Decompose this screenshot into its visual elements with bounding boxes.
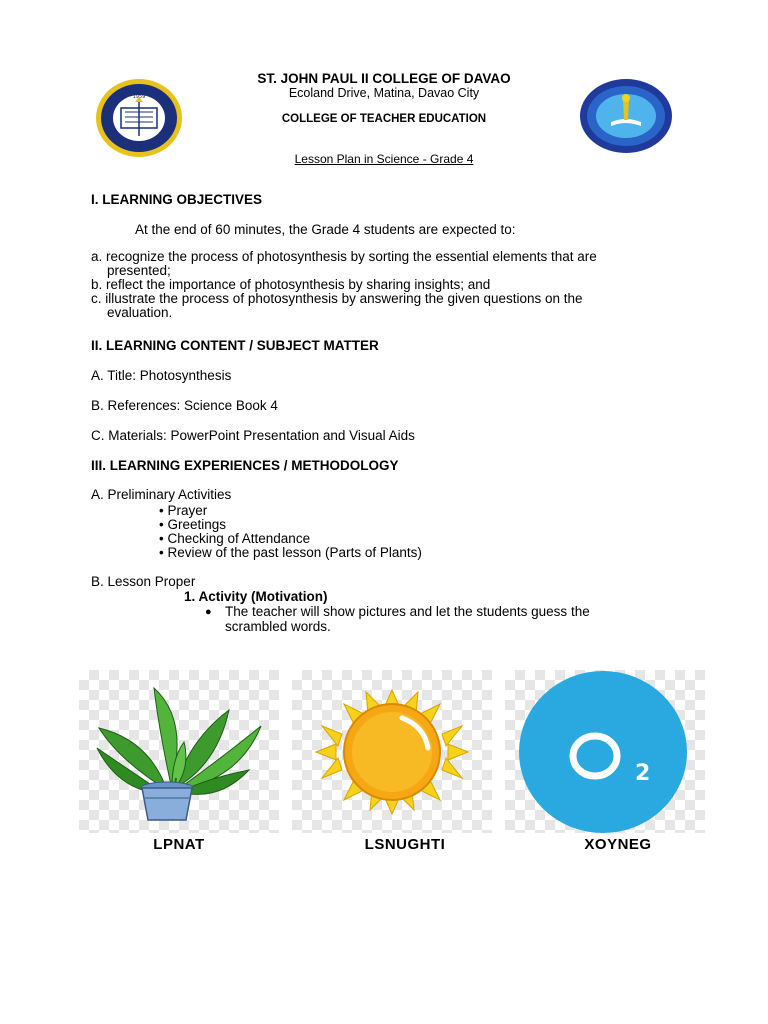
list-item: • Prayer: [159, 503, 208, 518]
objective-c: c. illustrate the process of photosynthesis by answering the given questions on the evaluation.: [91, 291, 583, 320]
activity-title: 1. Activity (Motivation): [184, 589, 328, 604]
list-item: • Review of the past lesson (Parts of Plants): [159, 545, 422, 560]
list-item: • Checking of Attendance: [159, 531, 311, 546]
school-address: Ecoland Drive, Matina, Davao City: [288, 86, 480, 100]
content-title: A. Title: Photosynthesis: [91, 368, 232, 383]
activity-description: The teacher will show pictures and let the students guess the scrambled words.: [225, 604, 590, 634]
experiences-heading: III. LEARNING EXPERIENCES / METHODOLOGY: [91, 458, 399, 473]
objective-b: b. reflect the importance of photosynthesis by sharing insights; and: [91, 277, 491, 292]
svg-text:2: 2: [635, 761, 651, 786]
oxygen-picture: [505, 670, 705, 833]
objectives-heading: I. LEARNING OBJECTIVES: [91, 192, 263, 207]
picture-caption: XOYNEG: [584, 836, 652, 853]
preliminary-list: [159, 504, 422, 560]
oxygen-o2-icon: [505, 670, 705, 833]
lesson-plan-title: Lesson Plan in Science - Grade 4: [294, 152, 474, 166]
picture-caption: LSNUGHTI: [364, 836, 446, 853]
content-references: B. References: Science Book 4: [91, 398, 278, 413]
picture-caption: LPNAT: [153, 836, 205, 853]
content-materials: C. Materials: PowerPoint Presentation and Visual Aids: [91, 428, 415, 443]
college-name: COLLEGE OF TEACHER EDUCATION: [281, 113, 487, 125]
lesson-proper: B. Lesson Proper: [91, 574, 196, 589]
objective-a: a. recognize the process of photosynthesis by sorting the essential elements that are presented;: [91, 249, 597, 278]
preliminary-activities: A. Preliminary Activities: [91, 487, 232, 502]
activity-bullet: ●: [205, 606, 212, 618]
seal-year: 1959: [132, 94, 146, 100]
content-heading: II. LEARNING CONTENT / SUBJECT MATTER: [91, 338, 379, 353]
potted-plant-icon: [79, 670, 279, 833]
plant-picture: [79, 670, 279, 833]
list-item: • Greetings: [159, 517, 227, 532]
objectives-intro: At the end of 60 minutes, the Grade 4 students are expected to:: [135, 222, 516, 237]
sun-picture: [292, 670, 492, 833]
sun-icon: [292, 670, 492, 833]
school-name: ST. JOHN PAUL II COLLEGE OF DAVAO: [257, 71, 511, 86]
